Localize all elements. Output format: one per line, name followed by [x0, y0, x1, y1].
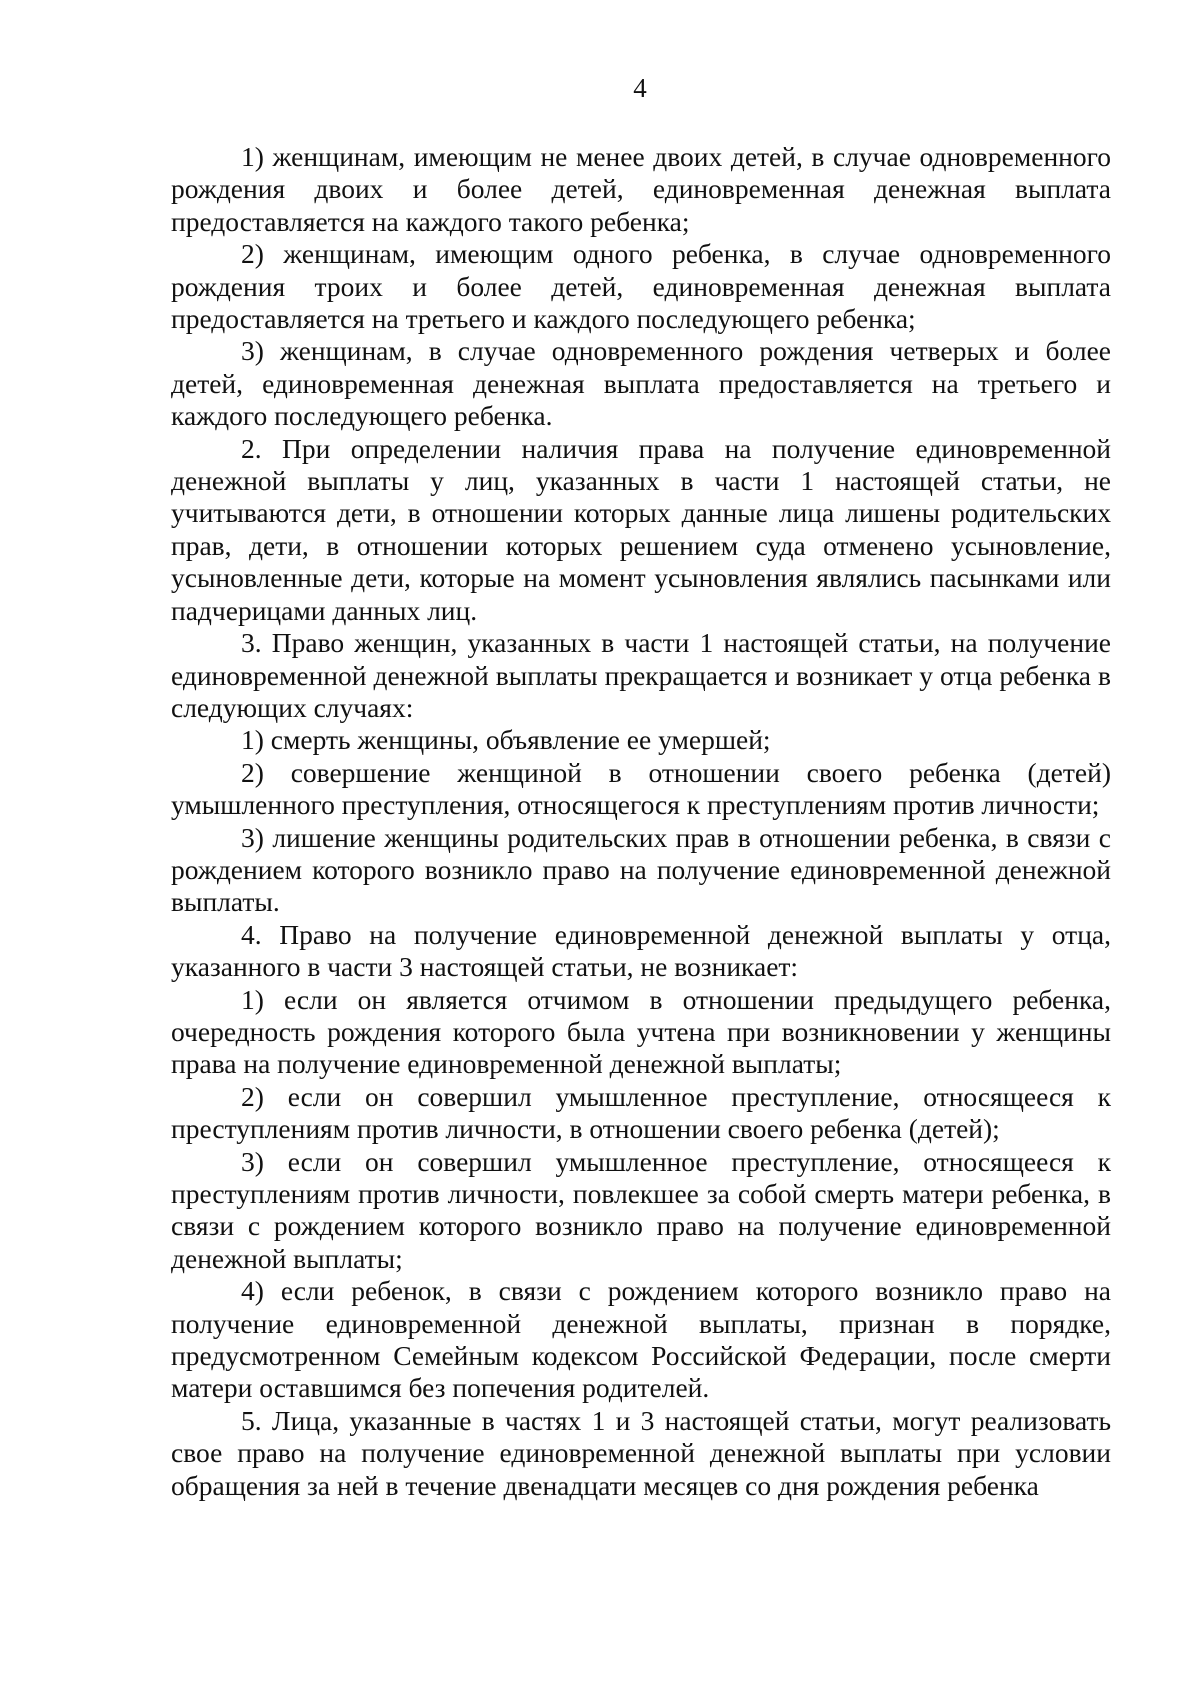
paragraph-part-3-item-1: 1) смерть женщины, объявление ее умершей;: [241, 724, 771, 756]
paragraph-item-3-women-quadruplets: 3) женщинам, в случае одновременного рождения четверых и более детей, единовременная денежная выплата предоставляется на третьего и каждого последующего ребенка.: [171, 335, 1111, 432]
paragraph-part-3: 3. Право женщин, указанных в части 1 настоящей статьи, на получение единовременной денежной выплаты прекращается и возникает у отца ребенка в следующих случаях:: [171, 627, 1111, 723]
paragraph-part-3-item-3: 3) лишение женщины родительских прав в отношении ребенка, в связи с рождением которого возникло право на получение единовременной денежной выплаты.: [171, 821, 1111, 918]
paragraph-item-2-women-one-child: 2) женщинам, имеющим одного ребенка, в случае одновременного рождения троих и более детей, единовременная денежная выплата предоставляется на третьего и каждого последующего ребенка;: [171, 238, 1111, 335]
paragraph-item-1-women-two-children: 1) женщинам, имеющим не менее двоих детей, в случае одновременного рождения двоих и более детей, единовременная денежная выплата предоставляется на каждого такого ребенка;: [171, 141, 1111, 237]
paragraph-part-3-item-2: 2) совершение женщиной в отношении своего ребенка (детей) умышленного преступления, относящегося к преступлениям против личности;: [171, 756, 1111, 821]
paragraph-part-4-item-3: 3) если он совершил умышленное преступление, относящееся к преступлениям против личности, повлекшее за собой смерть матери ребенка, в связи с рождением которого возникло право на получение единовременной денежной выплаты;: [171, 1145, 1111, 1274]
paragraph-part-4-item-4: 4) если ребенок, в связи с рождением которого возникло право на получение единовременной денежной выплаты, признан в порядке, предусмотренном Семейным кодексом Российской Федерации, после смерти матери оставшимся без попечения родителей.: [171, 1275, 1111, 1404]
page-number: 4: [633, 73, 647, 103]
paragraph-part-4: 4. Право на получение единовременной денежной выплаты у отца, указанного в части 3 настоящей статьи, не возникает:: [171, 918, 1111, 983]
paragraph-part-2: 2. При определении наличия права на получение единовременной денежной выплаты у лиц, указанных в части 1 настоящей статьи, не учитываются дети, в отношении которых данные лица лишены родительских прав, дети, в отношении которых решением суда отменено усыновление, усыновленные дети, которые на момент усыновления являлись пасынками или падчерицами данных лиц.: [171, 432, 1111, 626]
paragraph-part-4-item-1: 1) если он является отчимом в отношении предыдущего ребенка, очередность рождения которого была учтена при возникновении у женщины права на получение единовременной денежной выплаты;: [171, 983, 1111, 1080]
paragraph-part-5: 5. Лица, указанные в частях 1 и 3 настоящей статьи, могут реализовать свое право на получение единовременной денежной выплаты при условии обращения за ней в течение двенадцати месяцев со дня рождения ребенка: [171, 1404, 1111, 1501]
paragraph-part-4-item-2: 2) если он совершил умышленное преступление, относящееся к преступлениям против личности, в отношении своего ребенка (детей);: [171, 1080, 1111, 1145]
document-body: [171, 141, 1111, 1502]
